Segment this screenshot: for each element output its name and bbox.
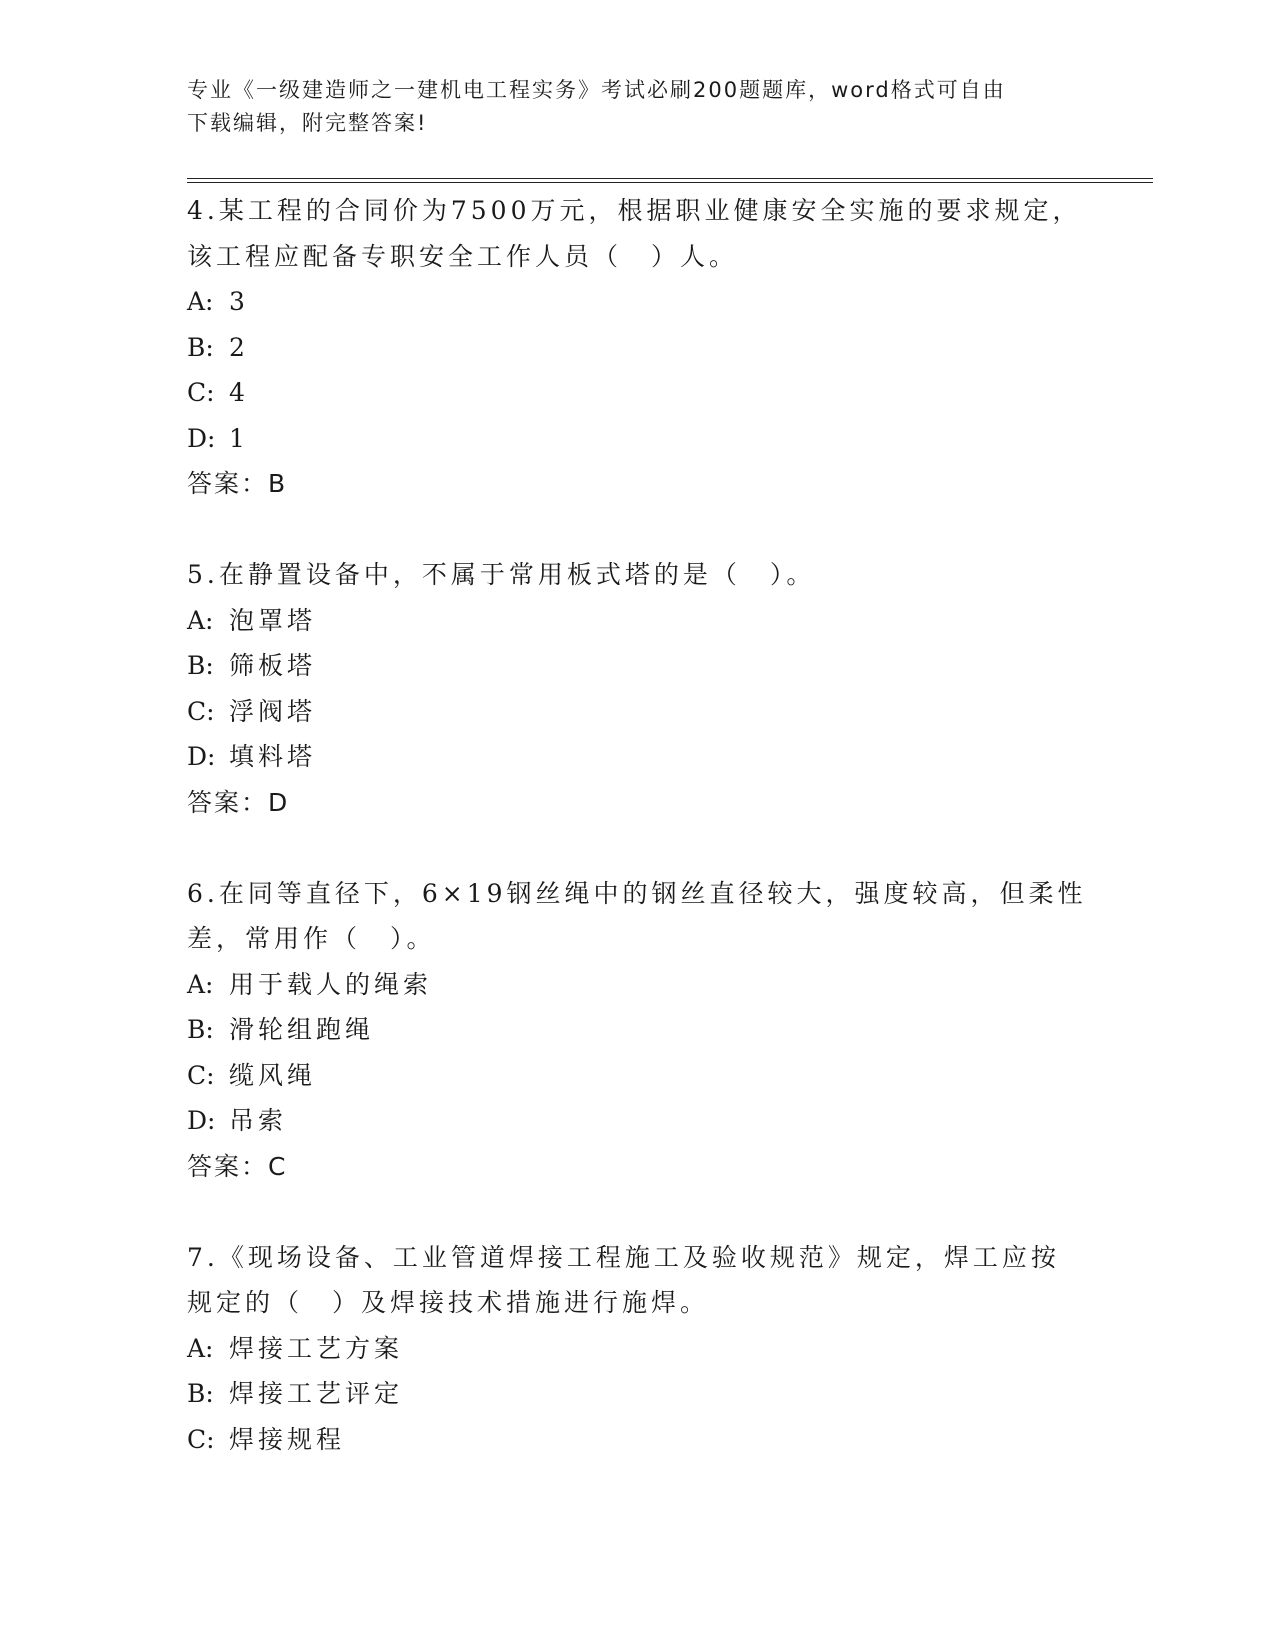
answer: 答案：C — [187, 1151, 288, 1181]
option-a — [187, 598, 1087, 644]
spacer — [187, 825, 1087, 871]
question-stem-line: 差，常用作（ ）。 — [187, 924, 436, 953]
document-header — [187, 74, 1067, 140]
option-a — [187, 1326, 1087, 1372]
option-text: 筛板塔 — [229, 651, 317, 680]
option-d — [187, 1098, 1087, 1144]
option-key: C: — [187, 1060, 215, 1090]
option-key: A: — [187, 969, 214, 999]
option-text: 焊接规程 — [229, 1424, 346, 1454]
option-text: 缆风绳 — [229, 1060, 317, 1090]
question-stem-line: 规定的（ ）及焊接技术措施进行施焊。 — [187, 1288, 710, 1317]
option-text: 填料塔 — [229, 742, 317, 771]
option-text: 滑轮组跑绳 — [229, 1015, 375, 1044]
option-key: B: — [187, 651, 214, 680]
option-key: D: — [187, 742, 216, 771]
header-line-2: 下载编辑，附完整答案! — [187, 111, 428, 135]
option-c — [187, 370, 1087, 416]
option-c — [187, 689, 1087, 735]
option-text: 3 — [229, 287, 249, 316]
question-stem-line: 6.在同等直径下，6×19钢丝绳中的钢丝直径较大，强度较高，但柔性 — [187, 878, 1087, 908]
option-text: 用于载人的绳索 — [229, 969, 433, 999]
option-b — [187, 1007, 1087, 1053]
option-text: 2 — [229, 332, 249, 362]
option-a — [187, 279, 1087, 325]
spacer — [187, 1189, 1087, 1235]
option-d — [187, 416, 1087, 462]
option-key: B: — [187, 1015, 214, 1044]
option-key: C: — [187, 1424, 215, 1454]
option-c — [187, 1417, 1087, 1463]
option-key: B: — [187, 332, 214, 362]
option-d — [187, 734, 1087, 780]
header-line-1: 专业《一级建造师之一建机电工程实务》考试必刷200题题库，word格式可自由 — [187, 78, 1006, 102]
question-5 — [187, 552, 1087, 825]
option-text: 浮阀塔 — [229, 696, 317, 726]
option-text: 泡罩塔 — [229, 605, 317, 635]
option-c — [187, 1053, 1087, 1099]
option-key: C: — [187, 696, 215, 726]
answer: 答案：D — [187, 787, 290, 817]
option-key: A: — [187, 1333, 214, 1363]
question-list — [187, 188, 1087, 1462]
question-stem-line: 7.《现场设备、工业管道焊接工程施工及验收规范》规定，焊工应按 — [187, 1242, 1060, 1272]
question-stem-line: 该工程应配备专职安全工作人员（ ）人。 — [187, 241, 739, 271]
option-key: C: — [187, 378, 215, 407]
option-b — [187, 643, 1087, 689]
question-stem-line: 4.某工程的合同价为7500万元，根据职业健康安全实施的要求规定， — [187, 196, 1082, 225]
option-text: 4 — [229, 378, 249, 407]
option-text: 焊接工艺方案 — [229, 1333, 404, 1363]
option-b — [187, 325, 1087, 371]
option-key: A: — [187, 605, 214, 635]
option-text: 焊接工艺评定 — [229, 1379, 404, 1408]
question-7 — [187, 1235, 1087, 1463]
question-6 — [187, 871, 1087, 1189]
header-divider-bottom — [187, 182, 1153, 183]
spacer — [187, 506, 1087, 552]
option-b — [187, 1371, 1087, 1417]
option-text: 吊索 — [229, 1106, 288, 1135]
option-key: D: — [187, 1106, 216, 1135]
option-key: D: — [187, 423, 216, 453]
option-a — [187, 962, 1087, 1008]
question-4 — [187, 188, 1087, 506]
option-key: B: — [187, 1379, 214, 1408]
question-stem-line: 5.在静置设备中，不属于常用板式塔的是（ ）。 — [187, 560, 816, 589]
answer: 答案：B — [187, 469, 288, 498]
header-divider-top — [187, 178, 1153, 179]
option-text: 1 — [229, 423, 249, 453]
option-key: A: — [187, 287, 214, 316]
